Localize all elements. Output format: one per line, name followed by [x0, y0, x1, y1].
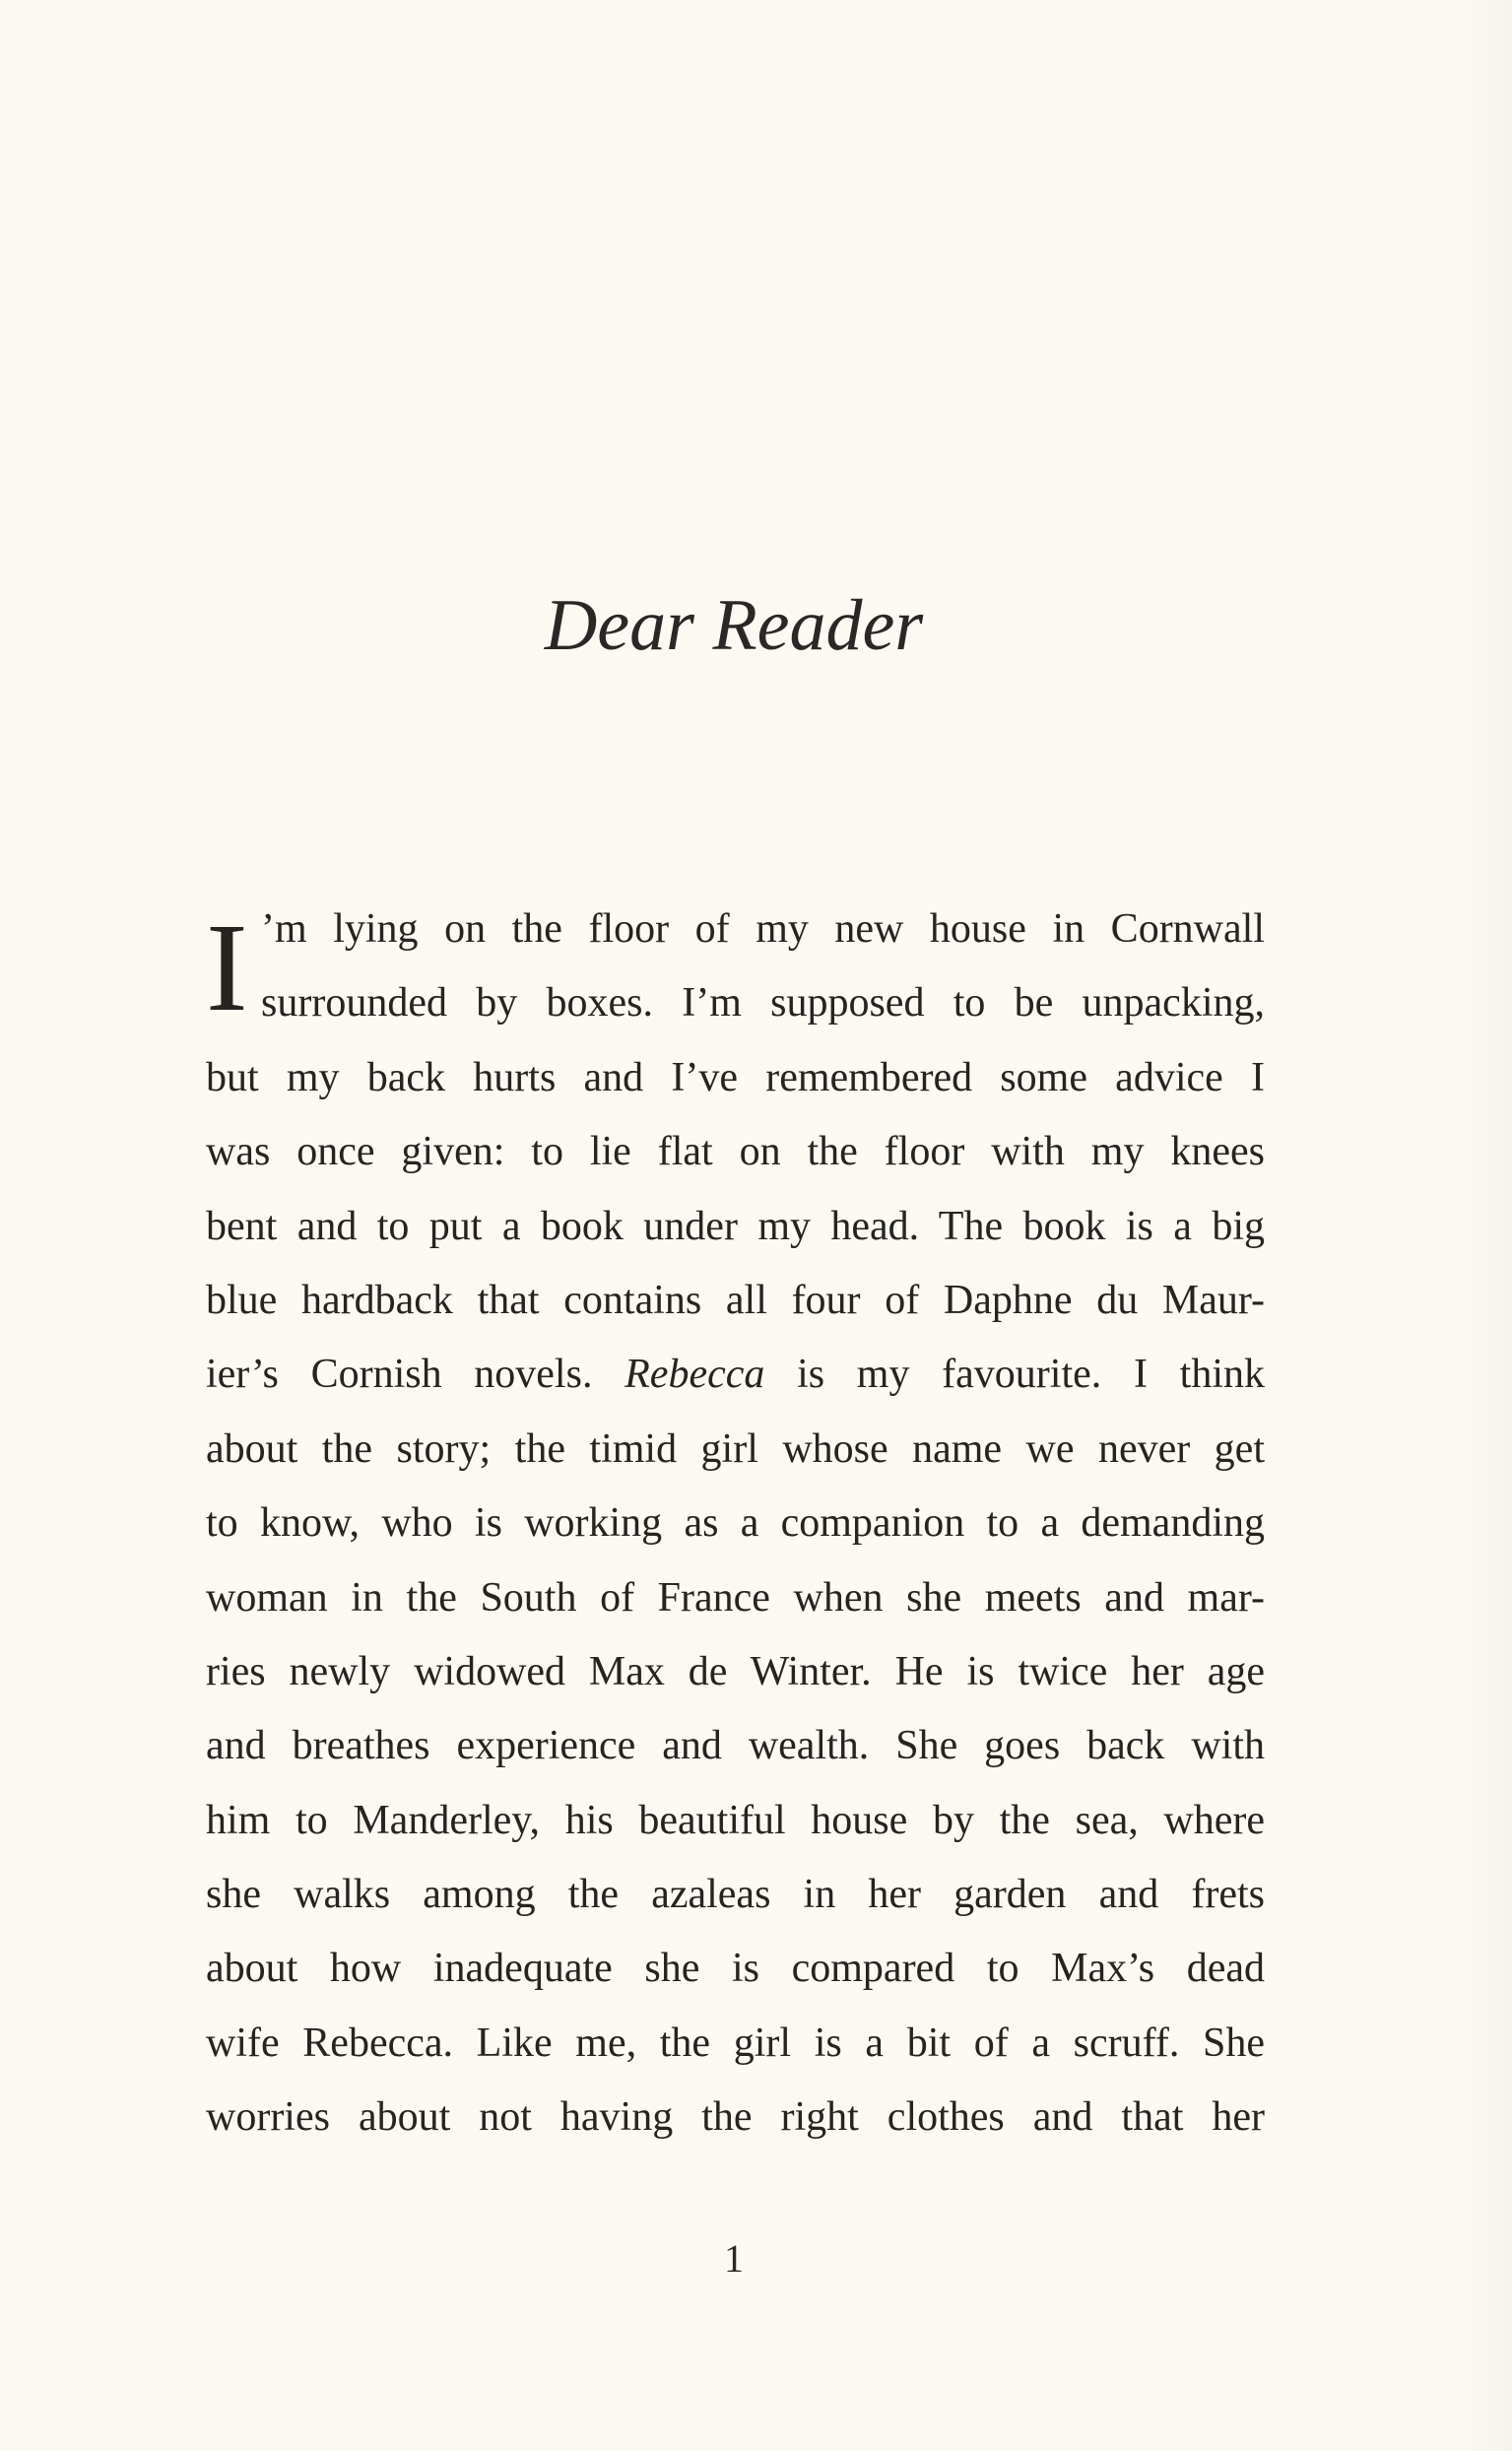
text-line: surrounded by boxes. I’m supposed to be unpacking, — [261, 980, 1265, 1027]
body-text — [206, 893, 1265, 2155]
text-line: about how inadequate she is compared to Max’s dead — [206, 1946, 1265, 1992]
page-gutter-shade — [1453, 0, 1512, 2451]
text-line: ’m lying on the floor of my new house in Cornwall — [261, 906, 1265, 952]
text-line: ries newly widowed Max de Winter. He is twice her age — [206, 1648, 1265, 1694]
text-line: she walks among the azaleas in her garden and frets — [206, 1872, 1265, 1918]
text-line: was once given: to lie flat on the floor with my knees — [206, 1129, 1265, 1175]
text-line: and breathes experience and wealth. She goes back with — [206, 1723, 1265, 1769]
text-line: woman in the South of France when she meets and mar- — [206, 1574, 1265, 1621]
text-line: bent and to put a book under my head. The book is a big — [206, 1203, 1265, 1249]
text-line: but my back hurts and I’ve remembered some advice I — [206, 1054, 1265, 1100]
drop-cap-letter: I — [206, 897, 248, 1037]
chapter-title: Dear Reader — [544, 585, 924, 666]
book-title-italic: Rebecca — [625, 1352, 765, 1398]
text-line: wife Rebecca. Like me, the girl is a bit of a scruff. She — [206, 2020, 1265, 2066]
text-line: blue hardback that contains all four of Daphne du Maur- — [206, 1277, 1265, 1323]
text-line: ier’s Cornish novels. Rebecca is my favourite. I think — [206, 1352, 1265, 1398]
text-line: about the story; the timid girl whose name we never get — [206, 1425, 1265, 1472]
text-line: him to Manderley, his beautiful house by the sea, where — [206, 1797, 1265, 1843]
text-line: to know, who is working as a companion to a demanding — [206, 1500, 1265, 1547]
page-number: 1 — [724, 2236, 744, 2281]
text-line: worries about not having the right clothes and that her — [206, 2094, 1265, 2141]
